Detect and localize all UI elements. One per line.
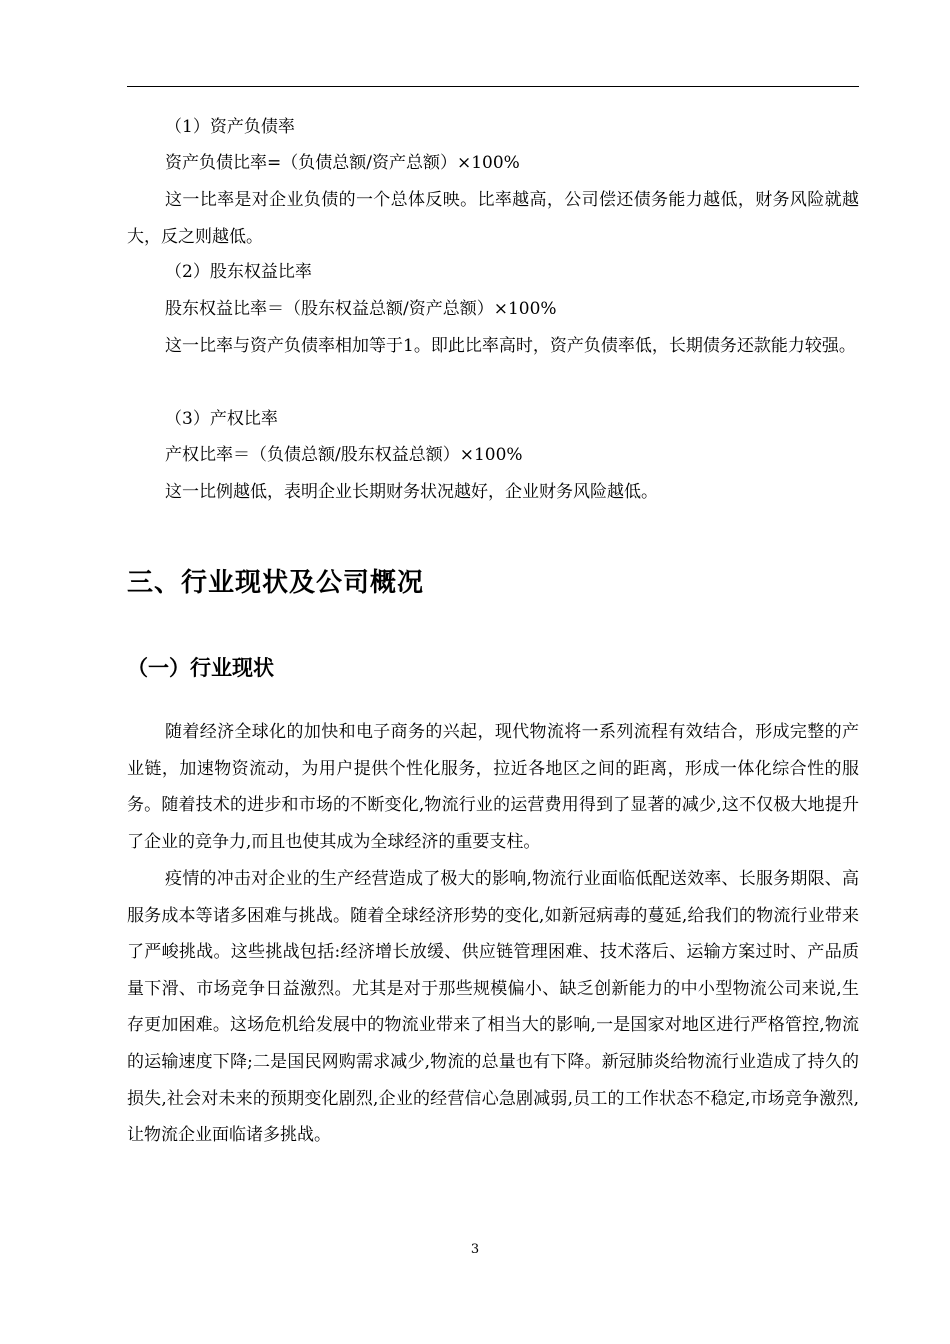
body-paragraph-2: 疫情的冲击对企业的生产经营造成了极大的影响,物流行业面临低配送效率、长服务期限、高服务成本等诸多困难与挑战。随着全球经济形势的变化,如新冠病毒的蔓延,给我们的物流行业带来了严峻挑战。这些挑战包括:经济增长放缓、供应链管理困难、技术落后、运输方案过时、产品质量下滑、市场竞争日益激烈。尤其是对于那些规模偏小、缺乏创新能力的中小型物流公司来说,生存更加困难。这场危机给发展中的物流业带来了相当大的影响,一是国家对地区进行严格管控,物流的运输速度下降;二是国民网购需求减少,物流的总量也有下降。新冠肺炎给物流行业造成了持久的损失,社会对未来的预期变化剧烈,企业的经营信心急剧减弱,员工的工作状态不稳定,市场竞争激烈,让物流企业面临诸多挑战。: [127, 869, 859, 1146]
header-rule: [127, 86, 859, 87]
section-title: （一）行业现状: [127, 656, 274, 680]
body-paragraph-1: 随着经济全球化的加快和电子商务的兴起，现代物流将一系列流程有效结合，形成完整的产业链，加速物资流动，为用户提供个性化服务，拉近各地区之间的距离，形成一体化综合性的服务。随着技术的进步和市场的不断变化,物流行业的运营费用得到了显著的减少,这不仅极大地提升了企业的竞争力,而且也使其成为全球经济的重要支柱。: [127, 722, 859, 852]
ratio-3-heading: （3）产权比率: [165, 409, 278, 429]
ratio-2-formula: 股东权益比率＝（股东权益总额/资产总额）×100%: [165, 299, 557, 319]
ratio-1-explanation: 这一比率是对企业负债的一个总体反映。比率越高，公司偿还债务能力越低，财务风险就越大，反之则越低。: [127, 190, 859, 247]
ratio-1-heading: （1）资产负债率: [165, 117, 295, 137]
ratio-3-formula: 产权比率＝（负债总额/股东权益总额）×100%: [165, 445, 523, 465]
chapter-title: 三、行业现状及公司概况: [127, 568, 425, 598]
ratio-3-explanation: 这一比例越低，表明企业长期财务状况越好，企业财务风险越低。: [165, 482, 658, 502]
page-number: 3: [470, 1242, 480, 1257]
ratio-2-heading: （2）股东权益比率: [165, 262, 312, 282]
ratio-1-formula: 资产负债比率=（负债总额/资产总额）×100%: [165, 153, 520, 173]
ratio-2-explanation: 这一比率与资产负债率相加等于1。即此比率高时，资产负债率低，长期债务还款能力较强。: [165, 336, 856, 356]
